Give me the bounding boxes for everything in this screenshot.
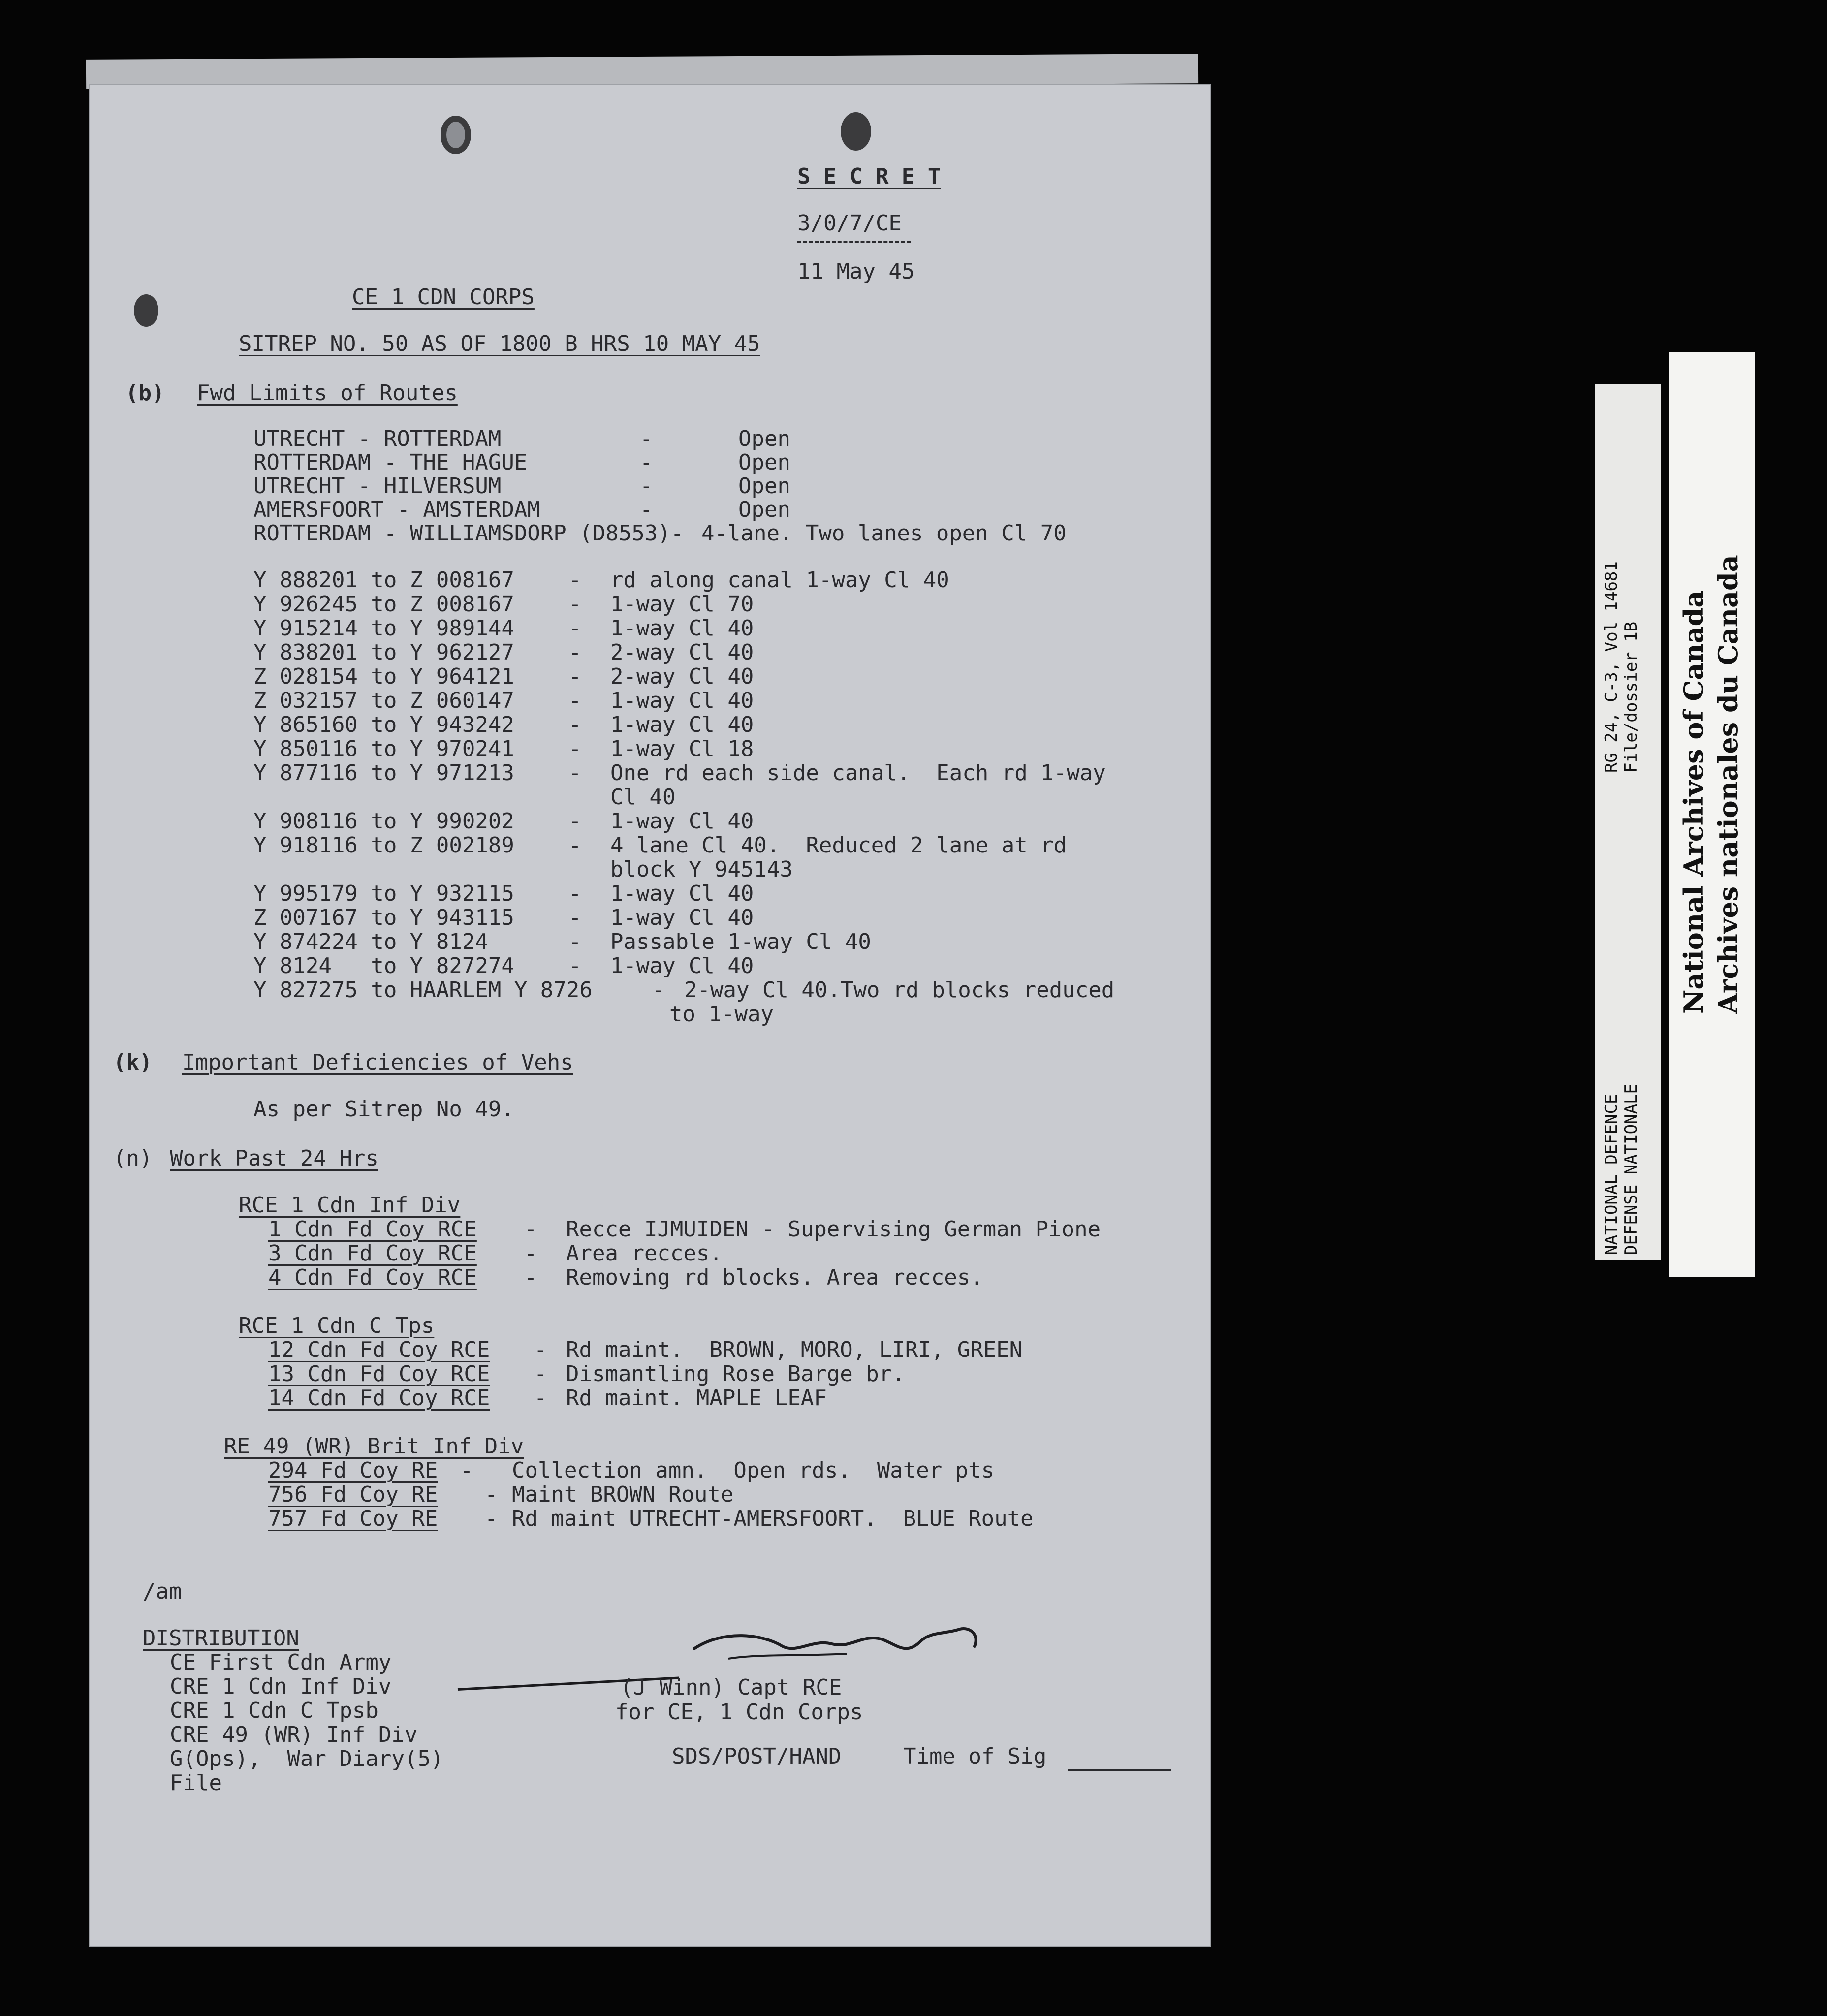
work-dash: - xyxy=(534,1337,547,1362)
grid-desc: 1-way Cl 40 xyxy=(610,881,754,906)
grid-ref: Y 874224 to Y 8124 xyxy=(253,929,488,954)
grid-ref: Y 915214 to Y 989144 xyxy=(253,616,514,641)
file-reference: 3/0/7/CE xyxy=(797,211,902,236)
section-k-title: Important Deficiencies of Vehs xyxy=(182,1050,573,1075)
route-dash: - xyxy=(640,473,653,499)
grid-ref: Y 926245 to Z 008167 xyxy=(253,592,514,617)
work-dash: - xyxy=(524,1217,537,1242)
archive-ref-line2: File/dossier 1B xyxy=(1621,621,1641,773)
grid-ref: Z 032157 to Z 060147 xyxy=(253,688,514,713)
grid-desc: 1-way Cl 40 xyxy=(610,809,754,834)
grid-ref: Y 877116 to Y 971213 xyxy=(253,760,514,786)
distribution-title: DISTRIBUTION xyxy=(143,1626,299,1651)
work-dash: - xyxy=(534,1386,547,1411)
route-status: Open xyxy=(738,426,790,451)
grid-ref: Y 850116 to Y 970241 xyxy=(253,736,514,761)
time-of-sig-line xyxy=(1068,1769,1171,1771)
work-task: Area recces. xyxy=(566,1241,723,1266)
grid-desc: 2-way Cl 40 xyxy=(610,664,754,689)
route-dash: - xyxy=(640,497,653,522)
signatory-name: (J Winn) Capt RCE xyxy=(620,1675,842,1700)
grid-desc: 1-way Cl 40 xyxy=(610,688,754,713)
work-task: Rd maint. MAPLE LEAF xyxy=(566,1386,827,1411)
route-status: Open xyxy=(738,473,790,499)
work-dash: - xyxy=(485,1506,498,1531)
grid-dash: - xyxy=(568,833,582,858)
route-dash: - xyxy=(640,426,653,451)
grid-dash: - xyxy=(568,712,582,737)
work-dash: - xyxy=(485,1482,498,1507)
grid-dash: - xyxy=(568,760,582,786)
work-unit: 1 Cdn Fd Coy RCE xyxy=(268,1217,477,1242)
distribution-item: CRE 1 Cdn Inf Div xyxy=(170,1674,392,1699)
work-task: Rd maint. BROWN, MORO, LIRI, GREEN xyxy=(566,1337,1023,1362)
distribution-item: G(Ops), War Diary(5) xyxy=(170,1746,444,1771)
defence-line2: DEFENSE NATIONALE xyxy=(1621,1084,1641,1255)
handwritten-signature xyxy=(684,1619,989,1678)
work-dash: - xyxy=(524,1241,537,1266)
grid-desc: 4 lane Cl 40. Reduced 2 lane at rd xyxy=(610,833,1067,858)
archive-reference-tag xyxy=(1595,384,1661,1260)
grid-dash: - xyxy=(568,664,582,689)
work-unit: 294 Fd Coy RE xyxy=(268,1458,438,1483)
classification-label: S E C R E T xyxy=(797,164,941,189)
route-status: 4-lane. Two lanes open Cl 70 xyxy=(701,521,1067,546)
section-b-marker: (b) xyxy=(126,380,165,406)
section-n-marker: (n) xyxy=(113,1146,153,1171)
grid-desc: to 1-way xyxy=(669,1002,774,1027)
punch-hole-icon xyxy=(134,294,158,327)
document-date: 11 May 45 xyxy=(797,259,915,284)
grid-desc: rd along canal 1-way Cl 40 xyxy=(610,567,949,593)
grid-desc: 1-way Cl 40 xyxy=(610,616,754,641)
grid-desc: 1-way Cl 40 xyxy=(610,905,754,930)
grid-ref: Y 995179 to Y 932115 xyxy=(253,881,514,906)
grid-dash: - xyxy=(568,953,582,978)
route-name: ROTTERDAM - THE HAGUE xyxy=(253,450,528,475)
grid-dash: - xyxy=(568,616,582,641)
signatory-for: for CE, 1 Cdn Corps xyxy=(615,1700,863,1725)
grid-dash: - xyxy=(652,977,665,1003)
work-unit: 756 Fd Coy RE xyxy=(268,1482,438,1507)
grid-desc: 2-way Cl 40 xyxy=(610,640,754,665)
work-group-title: RCE 1 Cdn C Tps xyxy=(239,1313,435,1338)
punch-hole-icon xyxy=(441,116,471,154)
grid-dash: - xyxy=(568,688,582,713)
archives-name-fr: Archives nationales du Canada xyxy=(1712,555,1744,1014)
grid-dash: - xyxy=(568,736,582,761)
grid-ref: Y 908116 to Y 990202 xyxy=(253,809,514,834)
grid-desc: 1-way Cl 40 xyxy=(610,712,754,737)
work-unit: 757 Fd Coy RE xyxy=(268,1506,438,1531)
work-group-title: RCE 1 Cdn Inf Div xyxy=(239,1193,461,1218)
work-dash: - xyxy=(524,1265,537,1290)
route-name: UTRECHT - ROTTERDAM xyxy=(253,426,502,451)
grid-ref: Y 865160 to Y 943242 xyxy=(253,712,514,737)
grid-desc: 1-way Cl 70 xyxy=(610,592,754,617)
grid-dash: - xyxy=(568,640,582,665)
work-group-title: RE 49 (WR) Brit Inf Div xyxy=(224,1434,524,1459)
work-task: Recce IJMUIDEN - Supervising German Pione xyxy=(566,1217,1101,1242)
time-of-sig-label: Time of Sig xyxy=(903,1744,1047,1769)
grid-desc: Cl 40 xyxy=(610,785,676,810)
work-dash: - xyxy=(460,1458,473,1483)
section-b-title: Fwd Limits of Routes xyxy=(197,380,458,406)
grid-ref: Y 827275 to HAARLEM Y 8726 xyxy=(253,977,593,1003)
grid-ref: Y 888201 to Z 008167 xyxy=(253,567,514,593)
archives-stamp-tag xyxy=(1669,352,1755,1277)
grid-desc: 1-way Cl 40 xyxy=(610,953,754,978)
work-task: Removing rd blocks. Area recces. xyxy=(566,1265,983,1290)
grid-dash: - xyxy=(568,567,582,593)
work-task: Dismantling Rose Barge br. xyxy=(566,1361,905,1386)
route-name: UTRECHT - HILVERSUM xyxy=(253,473,502,499)
work-unit: 12 Cdn Fd Coy RCE xyxy=(268,1337,490,1362)
grid-ref: Z 028154 to Y 964121 xyxy=(253,664,514,689)
grid-desc: 2-way Cl 40.Two rd blocks reduced xyxy=(684,977,1115,1003)
dispatch-method: SDS/POST/HAND xyxy=(672,1744,842,1769)
typist-ref: /am xyxy=(143,1579,182,1604)
grid-desc: Passable 1-way Cl 40 xyxy=(610,929,871,954)
sitrep-title: SITREP NO. 50 AS OF 1800 B HRS 10 MAY 45 xyxy=(239,331,760,356)
work-task: Collection amn. Open rds. Water pts xyxy=(512,1458,995,1483)
work-unit: 13 Cdn Fd Coy RCE xyxy=(268,1361,490,1386)
archive-ref-line1: RG 24, C-3, Vol 14681 xyxy=(1602,561,1621,773)
work-unit: 3 Cdn Fd Coy RCE xyxy=(268,1241,477,1266)
grid-ref: Y 838201 to Y 962127 xyxy=(253,640,514,665)
grid-desc: One rd each side canal. Each rd 1-way xyxy=(610,760,1106,786)
section-k-text: As per Sitrep No 49. xyxy=(253,1097,514,1122)
grid-desc: block Y 945143 xyxy=(610,857,793,882)
punch-hole-icon xyxy=(841,112,871,151)
route-status: Open xyxy=(738,450,790,475)
work-task: Maint BROWN Route xyxy=(512,1482,734,1507)
archives-name-en: National Archives of Canada xyxy=(1678,590,1709,1014)
defence-line1: NATIONAL DEFENCE xyxy=(1602,1094,1621,1255)
grid-ref: Z 007167 to Y 943115 xyxy=(253,905,514,930)
grid-dash: - xyxy=(568,809,582,834)
work-unit: 14 Cdn Fd Coy RCE xyxy=(268,1386,490,1411)
distribution-item: File xyxy=(170,1770,222,1796)
route-dash: - xyxy=(640,450,653,475)
distribution-item: CRE 1 Cdn C Tpsb xyxy=(170,1698,378,1723)
grid-ref: Y 918116 to Z 002189 xyxy=(253,833,514,858)
work-dash: - xyxy=(534,1361,547,1386)
work-unit: 4 Cdn Fd Coy RCE xyxy=(268,1265,477,1290)
section-n-title: Work Past 24 Hrs xyxy=(170,1146,378,1171)
grid-dash: - xyxy=(568,592,582,617)
work-task: Rd maint UTRECHT-AMERSFOORT. BLUE Route xyxy=(512,1506,1034,1531)
grid-dash: - xyxy=(568,905,582,930)
route-name: ROTTERDAM - WILLIAMSDORP (D8553)- xyxy=(253,521,684,546)
grid-ref: Y 8124 to Y 827274 xyxy=(253,953,514,978)
grid-desc: 1-way Cl 18 xyxy=(610,736,754,761)
route-status: Open xyxy=(738,497,790,522)
grid-dash: - xyxy=(568,929,582,954)
route-name: AMERSFOORT - AMSTERDAM xyxy=(253,497,540,522)
header-divider xyxy=(797,241,911,243)
section-k-marker: (k) xyxy=(113,1050,153,1075)
distribution-item: CE First Cdn Army xyxy=(170,1650,392,1675)
grid-dash: - xyxy=(568,881,582,906)
distribution-item: CRE 49 (WR) Inf Div xyxy=(170,1722,418,1747)
unit-title: CE 1 CDN CORPS xyxy=(352,284,535,310)
